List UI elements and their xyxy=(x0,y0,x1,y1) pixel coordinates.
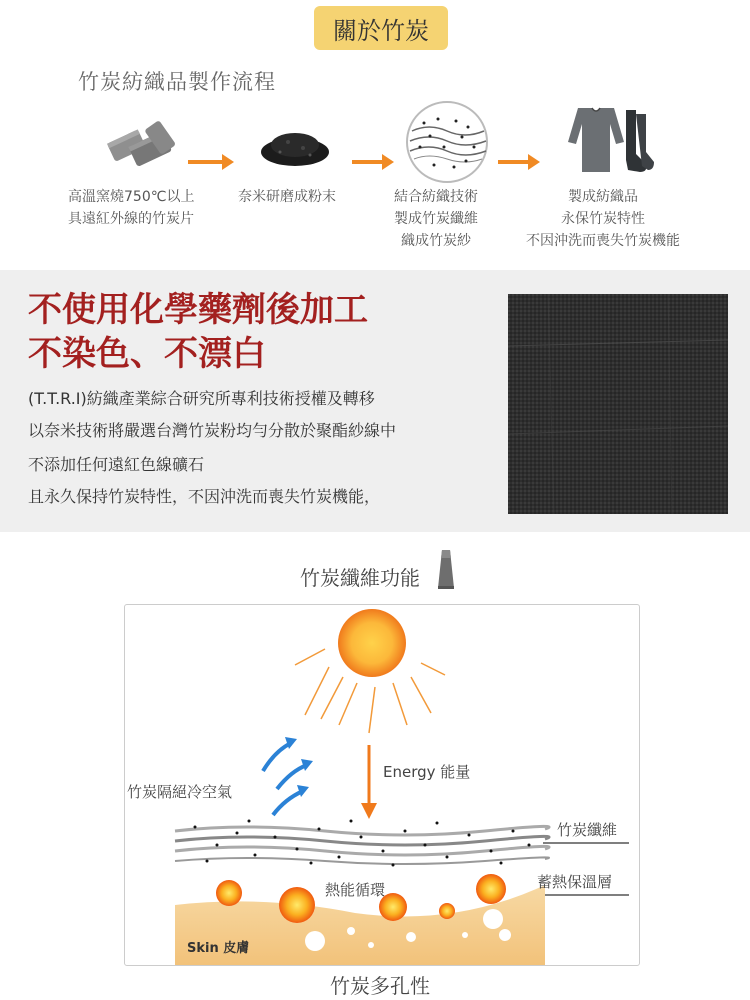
step-2-label xyxy=(238,186,336,208)
function-title: 竹炭纖維功能 xyxy=(300,566,420,590)
step-3-line-2: 製成竹炭纖維 xyxy=(394,211,478,227)
step-3-line-3: 織成竹炭紗 xyxy=(401,233,471,249)
bamboo-charcoal-icon xyxy=(105,112,175,180)
feature-paragraph-1: (T.T.R.I)紡織產業綜合研究所專利技術授權及轉移 xyxy=(28,389,375,408)
step-4-line-3: 不因沖洗而喪失竹炭機能 xyxy=(526,233,680,249)
feature-headline-line-1: 不使用化學藥劑後加工 xyxy=(28,290,368,330)
charcoal-fabric-image xyxy=(508,294,728,514)
feature-headline xyxy=(28,288,368,376)
process-arrow-3 xyxy=(498,160,530,164)
step-1-line-1: 高溫窯燒750℃以上 xyxy=(68,189,195,205)
process-arrow-1 xyxy=(188,160,224,164)
sun-icon xyxy=(338,609,406,677)
step-3-label xyxy=(394,186,478,252)
step-1-label xyxy=(68,186,194,230)
step-4-line-2: 永保竹炭特性 xyxy=(561,211,645,227)
step-2-line-1: 奈米研磨成粉末 xyxy=(238,189,336,205)
fiber-circle-icon xyxy=(404,99,490,185)
step-3-line-1: 結合紡織技術 xyxy=(394,189,478,205)
energy-label: Energy 能量 xyxy=(383,763,471,781)
badge-text: 關於竹炭 xyxy=(333,16,429,45)
function-diagram xyxy=(124,604,640,966)
feature-paragraph-4: 且永久保持竹炭特性，不因沖洗而喪失竹炭機能， xyxy=(28,487,381,506)
feature-headline-line-2: 不染色、不漂白 xyxy=(28,334,266,374)
yarn-spool-icon xyxy=(436,548,456,590)
process-title: 竹炭紡織品製作流程 xyxy=(78,70,276,94)
step-4-label xyxy=(512,186,694,252)
step-1-line-2: 具遠紅外線的竹炭片 xyxy=(68,211,194,227)
feature-paragraph-3: 不添加任何遠紅色線礦石 xyxy=(28,455,205,474)
heat-cycle-label: 熱能循環 xyxy=(325,881,386,899)
section-badge xyxy=(314,6,448,50)
clothing-socks-icon xyxy=(556,104,656,176)
insulation-label: 竹炭隔絕冷空氣 xyxy=(127,783,233,801)
fiber-label: 竹炭纖維 xyxy=(557,821,618,839)
porous-caption: 竹炭多孔性 xyxy=(330,974,430,998)
fiber-layer xyxy=(175,820,549,867)
feature-paragraph-2: 以奈米技術將嚴選台灣竹炭粉均勻分散於聚酯紗線中 xyxy=(28,421,397,440)
cold-air-arrows xyxy=(263,743,307,815)
skin-label: Skin 皮膚 xyxy=(187,941,250,956)
process-arrow-2 xyxy=(352,160,384,164)
warm-layer-label: 蓄熱保溫層 xyxy=(537,873,613,891)
step-4-line-1: 製成紡織品 xyxy=(568,189,638,205)
charcoal-powder-icon xyxy=(258,128,332,168)
